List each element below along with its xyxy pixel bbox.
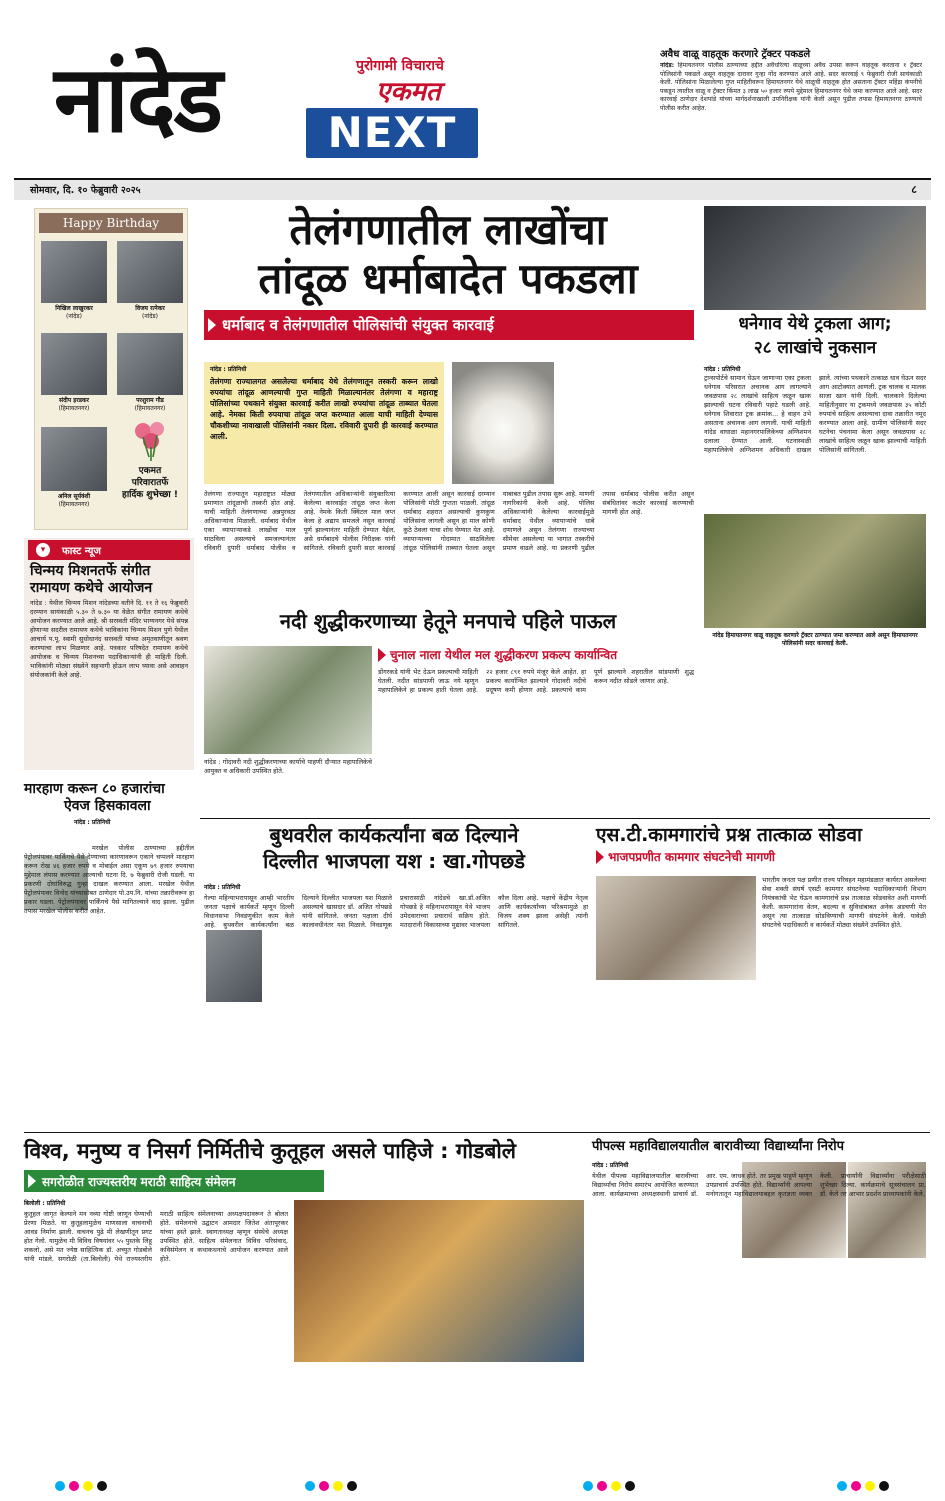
robbery-headline: ऐवज हिसकावला <box>64 797 151 814</box>
birthday-place: (नांदेड) <box>142 313 158 320</box>
river-subheadline: चुनाल नाला येथील मल शुद्धीकरण प्रकल्प कार्यान्वित <box>390 648 618 662</box>
river-caption: नांदेड : गोदावरी नदी शुद्धीकरणाच्या कार्याचे पाहणी दौऱ्यात महापालिकेचे आयुक्त व अधिकारी उपस्थित होते. <box>204 758 372 775</box>
top-right-dateline: नांदेड: <box>660 62 675 69</box>
robbery-body: मरखेल पोलीस ठाण्याच्या हद्दीतील पेट्रोलपंपावर पार्किंगचे पैसे देण्याच्या कारणावरून एकाने चप्पलने मारहाण करून रोख ४६ हजार रुपये व मोबाईल असा एकूण ७९ हजार रुपयाचा मुद्देमाल लंपास करण्यात आल्याची घटना दि. ७ फेब्रुवारी रोजी घडली. या प्रकरणी दोघांविरुद्ध गुन्हा दाखल करण्यात आला. मरखेल येथील पेट्रोलपंपावर विनोद यांच्यासोबत ठाणेदार पो.उप.नि. यांच्या तक्रारीवरून हा प्रकार घडला. पेट्रोलपंपावर पार्किंगचे पैसे मागितल्याने वाद झाला. पुढील तपास मरखेल पोलीस करीत आहेत. <box>24 844 194 915</box>
fire-body: ट्रान्सपोर्टचे सामान घेऊन जाणाऱ्या एका ट्रकला धनेगाव परिसरात अचानक आग लागल्याने जवळपास २८ लाखांचे साहित्य जळून खाक झाल्याची घटना रविवारी पहाटे घडली आहे. धनेगाव शिवारात ट्रक क्रमांक... हे वाहन उभे असताना अचानक आग लागली. याची माहिती नांदेड वाघाळा महानगरपालिकेच्या अग्निशमन दलाला देण्यात आली. घटनास्थळी महापालिकेचे अग्निशमन अधिकारी दाखल झाले. त्यांच्या पथकाने तत्काळ धाव घेऊन सदर आग आटोक्यात आणली. ट्रक चालक व मालक साजा खान यांनी दिली. चालकाने दिलेल्या माहितीनुसार या ट्रकमध्ये जवळपास ३५ कोटी रुपयांचे साहित्य असल्याचा दावा तक्रारीत नमूद करण्यात आला आहे. ग्रामीण पोलिसांनी सदर घटनेचा पंचनामा केला असून जवळपास २८ लाखांचे साहित्य जळून खाक झाल्याची माहिती पोलिसांनी सांगितली. <box>704 374 926 454</box>
flower-icon <box>127 417 173 461</box>
wish-line: परिवारातर्फे <box>131 478 169 488</box>
registration-marks <box>0 1478 945 1494</box>
fast-news-box <box>24 538 194 770</box>
top-right-body: हिमायतनगर पोलीस ठाण्याच्या हद्दीत अवैधरित्या वाळूच्या अवैध उपसा करून वाहतूक करताना १ ट्रॅक्टर पोलिसांनी पकडले असून वाहतूक दारावर गुन्हा नोंद करण्यात आले आहे. सदर कारवाई ९ फेब्रुवारी रोजी सायंकाळी केली. पोलिसांना मिळालेल्या गुप्त माहितीवरून हिमायतनगर येथे वाळूची वाहतूक होत असताना ट्रॅक्टर महिंद्रा कंपनीचे पकडून त्यातील वाळू व ट्रॅक्टर किंमत ३ लाख ५० हजार रुपये मुद्देमाल हिमायतनगर येथे जमा करण्यात आले आहे. सदर कारवाई ठाणेदार देशपांडे यांच्या मार्गदर्शनाखाली उपनिरीक्षक यांनी केली असून पुढील तपास हिमायतनगर ठाण्याचे पोलीस करीत आहेत. <box>660 62 922 112</box>
wish-line: एकमत <box>138 466 162 476</box>
st-body: भारतीय जनता पक्ष प्रणीत राज्य परिवहन महामंडळात कार्यरत असलेल्या सेवा शक्ती संघर्ष एसटी कामगार संघटनेच्या पदाधिकाऱ्यांनी विभाग नियंत्रकांची भेट घेऊन कामगारांचे प्रश्न तात्काळ सोडवावेत अशी मागणी केली. कामगारांना वेतन, बदल्या व सुविधांबाबत अनेक अडचणी येत असून त्या तात्काळ सोडविण्याची मागणी संघटनेने केली. यावेळी संघटनेचे पदाधिकारी व कार्यकर्ते मोठ्या संख्येने उपस्थित होते. <box>762 876 926 929</box>
st-subheadline-bar <box>596 848 926 866</box>
literature-body: कुतूहल जागृत केल्याने मन नव्या गोष्टी जाणून घेण्याची प्रेरणा मिळते. या कुतूहलामुळेच माणसाला वाचनाची आवड निर्माण झाली. वाचनच पुढे मी लेखणीतून प्रगट होत गेलो. यामुळेच मी विविध विषयांवर ५५ पुस्तके लिहू शकलो, असे मत ज्येष्ठ साहित्यिक डॉ. अच्युत गोडबोले यांनी मांडले. सगरोळी (ता.बिलोली) येथे राज्यस्तरीय मराठी साहित्य संमेलनाच्या अध्यक्षपदावरून ते बोलत होते. संमेलनाचे उद्घाटन आमदार जितेश अंतापूरकर यांच्या हस्ते झाले. स्वागताध्यक्ष म्हणून संस्थेचे अध्यक्ष उपस्थित होते. साहित्य संमेलनात विविध परिसंवाद, कविसंमेलन व कथाकथनाचे आयोजन करण्यात आले होते. <box>24 1210 288 1263</box>
lead-subheadline: धर्माबाद व तेलंगणातील पोलिसांची संयुक्त कारवाई <box>222 316 494 334</box>
next-logo <box>306 108 478 158</box>
college-dateline: नांदेड : प्रतिनिधी <box>592 1162 629 1169</box>
lead-body: तेलंगणा राज्यातून महाराष्ट्रात मोठ्या प्रमाणात तांदूळाची तस्करी होत आहे. याची माहिती तेलंगणाच्या अन्नपुरवठा अधिकाऱ्यांना मिळाली. धर्माबाद येथील एका व्यापाऱ्याकडे लाखोंचा माल साठविला असल्याचे समजल्यानंतर रविवारी दुपारी धर्माबाद पोलीस व तेलंगणातील अधिकाऱ्यांनी संयुक्तरित्या केलेल्या कारवाईत तांदूळ जप्त केला आहे. नेमके किती क्विंटल माल जप्त केला हे अद्याप समजले नसून कारवाई पूर्ण झाल्यानंतर माहिती देण्यात येईल, असे धर्माबादचे पोलीस निरीक्षक यांनी सांगितले. रविवारी दुपारी सदर कारवाई करण्यात आली असून कारवाई दरम्यान पोलिसांनी मोठी गुप्तता पाळली. तांदूळ धर्माबाद शहरात असल्याची कुणकुण पोलिसांना लागली असून हा माल कोणी कुठे ठेवला याचा शोध घेण्यात येत आहे. व्यापाऱ्याच्या गोदामात साठविलेला तांदूळ पोलिसांनी ताब्यात घेतला असून याबाबत पुढील तपास सुरू आहे. माणगी नागरिकांनी केली आहे. पोलिस अधिकाऱ्यांनी केलेल्या कारवाईमुळे धर्माबाद येथील व्यापाऱ्यांचे धाबे दणाणले असून तेलंगणा राज्याच्या सीमेवर असलेल्या या भागात तस्करीचे प्रमाण वाढले आहे. या प्रकरणी पुढील तपास धर्माबाद पोलीस करीत असून संबंधितांवर कठोर कारवाई करण्याची मागणी होत आहे. <box>204 490 694 552</box>
birthday-name: अनिल सूर्यवंशी <box>57 493 91 500</box>
page-number: ८ <box>911 183 917 196</box>
fast-news-headline: चिन्मय मिशनतर्फे संगीत <box>30 563 151 579</box>
fast-news-label: फास्ट न्यूज <box>62 546 101 557</box>
st-article <box>596 822 926 1132</box>
birthday-name: परशुराम गौड <box>136 397 164 404</box>
river-subheadline-bar <box>378 646 694 664</box>
fast-news-label-bar <box>28 540 190 560</box>
bjp-article <box>200 822 588 1132</box>
river-article <box>200 608 696 814</box>
literature-headline: विश्व, मनुष्य व निसर्ग निर्मितीचे कुतूहल असले पाहिजे : गोडबोले <box>24 1139 517 1163</box>
arrow-icon <box>596 850 604 864</box>
college-body: येथील पीपल्स महाविद्यालयातील बारावीच्या विद्यार्थ्यांचा निरोप समारंभ आयोजित करण्यात आला. कार्यक्रमाच्या अध्यक्षस्थानी प्राचार्य डॉ. आर. एम. जाधव होते. तर प्रमुख पाहुणे म्हणून उपप्राचार्य उपस्थित होते. विद्यार्थ्यांनी आपल्या मनोगतातून महाविद्यालयाबद्दल कृतज्ञता व्यक्त केली. प्राचार्यांनी विद्यार्थ्यांना परीक्षेसाठी शुभेच्छा दिल्या. कार्यक्रमाचे सूत्रसंचालन प्रा. डॉ. केले तर आभार प्रदर्शन प्राध्यापकांनी केले. <box>592 1172 926 1198</box>
next-logo-text: NEXT <box>327 108 457 157</box>
st-headline: एस.टी.कामगारांचे प्रश्न तात्काळ सोडवा <box>596 824 862 846</box>
fire-dateline: नांदेड : प्रतिनिधी <box>704 366 741 373</box>
lead-intro-box <box>204 362 444 484</box>
fire-headline: धनेगाव येथे ट्रकला आग; <box>738 314 892 334</box>
divider <box>200 818 930 819</box>
issue-date: सोमवार, दि. १० फेब्रुवारी २०२५ <box>30 185 141 196</box>
arrow-icon <box>208 318 216 332</box>
st-photo <box>596 876 756 980</box>
avatar <box>41 333 107 395</box>
brand-logo: एकमत <box>376 77 441 107</box>
top-right-headline: अवैध वाळू वाहतूक करणारे ट्रॅक्टर पकडले <box>660 49 811 60</box>
birthday-title: Happy Birthday <box>39 213 183 233</box>
fire-photo <box>704 206 926 310</box>
lead-intro: तेलंगणा राज्यालगत असलेल्या धर्माबाद येथे तेलंगणातून तस्करी करून लाखो रुपयांचा तांदूळ आणल्याची गुप्त माहिती मिळाल्यानंतर तेलंगणा व महाराष्ट्र पोलिसांच्या पथकाने संयुक्त कारवाई करीत लाखो रुपयांचा तांदूळ ताब्यात घेतला आहे. नेमका किती रुपयाचा तांदूळ जप्त करण्यात आला याची माहिती देण्यास चौकशीच्या नावाखाली पोलिसांनी नकार दिला. रविवारी दुपारी ही कारवाई करण्यात आली. <box>210 377 438 441</box>
fire-article <box>704 206 926 508</box>
top-right-article <box>660 48 922 170</box>
birthday-place: (हिमायतनगर) <box>134 405 166 412</box>
literature-dateline: बिलोली : प्रतिनिधी <box>24 1200 66 1207</box>
lead-headline: तांदूळ धर्माबादेत पकडला <box>258 254 638 303</box>
fast-news-body: नांदेड : येथील चिन्मय मिशन नांदेडच्या वतीने दि. ११ ते १६ फेब्रुवारी दरम्यान सायंकाळी ५.३० ते ७.३० या वेळेत संगीत रामायण कथेचे आयोजन करण्यात आले आहे. श्री सरस्वती मंदिर भाग्यनगर येथे संपन्न होणाऱ्या सदरील रामायण कथेचे भाविकांना चिन्मय मिशन पुणे येथील आचार्य प.पू. स्वामी सुधोधानंद सरस्वती यांच्या अमृतवाणीतून श्रवण करण्याचा लाभ मिळणार आहे. पत्रकार परिषदेत रामायण कथेचे आयोजक व चिन्मय मिशनच्या पदाधिकाऱ्यांनी ही माहिती दिली. भाविकांनी मोठ्या संख्येने सहभागी होऊन लाभ घ्यावा असे आवाहन संयोजकांनी केले आहे. <box>30 599 188 680</box>
masthead-title: नांदेड <box>54 46 221 153</box>
arrow-icon <box>28 1174 36 1188</box>
birthday-name: निखिल लाखुरकर <box>55 305 93 312</box>
literature-subheadline: सगरोळीत राज्यस्तरीय मराठी साहित्य संमेलन <box>42 1175 236 1189</box>
bjp-dateline: नांदेड : प्रतिनिधी <box>204 884 241 891</box>
literature-article <box>24 1136 584 1466</box>
birthday-name: संदीप इरडकर <box>59 397 89 404</box>
college-article <box>592 1136 926 1466</box>
birthday-place: (नांदेड) <box>66 313 82 320</box>
avatar <box>117 241 183 303</box>
date-bar <box>14 180 931 200</box>
fire-headline: २८ लाखांचे नुकसान <box>753 338 877 358</box>
robbery-article <box>24 782 194 1094</box>
bjp-headline: दिल्लीत भाजपला यश : खा.गोपछडे <box>263 849 525 873</box>
divider <box>24 1132 930 1133</box>
birthday-box <box>34 208 188 530</box>
lead-subheadline-bar <box>204 310 694 340</box>
st-subheadline: भाजपप्रणीत कामगार संघटनेची मागणी <box>608 850 775 864</box>
birthday-place: (हिमायतनगर) <box>58 405 90 412</box>
wish-line: हार्दिक शुभेच्छा ! <box>122 490 178 500</box>
tractor-photo <box>704 514 926 628</box>
river-photo <box>204 646 372 754</box>
literature-subheadline-bar <box>24 1170 324 1192</box>
rice-photo <box>452 362 554 484</box>
tractor-caption: नांदेड हिमायतनगर वाळू वाहतूक करणारे ट्रॅक्टर ठाण्यात जमा करण्यात आले असून हिमायतनगर पोलिसांनी सदर कारवाई केली. <box>712 632 918 647</box>
avatar <box>41 427 107 491</box>
lead-dateline: नांदेड : प्रतिनिधी <box>210 366 247 373</box>
literature-photo <box>294 1200 584 1362</box>
river-body: डोंगरकडे यांनी भेट देऊन प्रकल्पाची माहिती घेतली. नदीत सांडपाणी जाऊ नये म्हणून महापालिकेने हा प्रकल्प हाती घेतला आहे. २२ हजार ८९१ रुपये मंजूर केले आहेत. हा प्रकल्प कार्यान्वित झाल्याने गोदावरी नदीचे प्रदूषण कमी होणार आहे. प्रकल्पाचे काम पूर्ण झाल्याने शहरातील सांडपाणी शुद्ध करून नदीत सोडले जाणार आहे. <box>378 668 694 694</box>
avatar <box>41 241 107 303</box>
bjp-body: गेल्या महिन्याभरापासून आम्ही भारतीय जनता पक्षाचे कार्यकर्ते म्हणून दिल्ली विधानसभा निवडणुकीत काम केले आहे. बुथवरील कार्यकर्त्यांना बळ दिल्याने दिल्लीत भाजपला यश मिळाले असल्याचे खासदार डॉ. अजित गोपछडे यांनी सांगितले. जनता पक्षाला दीर्घ कालावधीनंतर यश मिळाले. निवडणूक प्रचारासाठी नांदेडचे खा.डॉ.अजित गोपछडे हे महिनाभरापासून येथे भाजप उमेदवाराच्या प्रचारार्थ सक्रिय होते. मतदारांनी विकासाच्या मुद्यावर भाजपला कौल दिला आहे. पक्षाचे केंद्रीय नेतृत्व आणि कार्यकर्त्यांच्या परिश्रमामुळे हा विजय शक्य झाला असेही त्यांनी सांगितले. <box>204 894 588 929</box>
river-headline: नदी शुद्धीकरणाच्या हेतूने मनपाचे पहिले पाऊल <box>279 609 617 633</box>
bjp-headline: बुथवरील कार्यकर्त्यांना बळ दिल्याने <box>269 823 519 847</box>
arrow-icon <box>378 648 386 662</box>
avatar <box>117 333 183 395</box>
lead-headline: तेलंगणातील लाखोंचा <box>289 205 607 254</box>
robbery-headline: मारहाण करून ८० हजारांचा <box>24 781 165 797</box>
chevron-down-icon: ▾ <box>36 543 50 557</box>
birthday-name: विजय रत्नेकर <box>135 305 165 312</box>
brand-tagline: पुरोगामी विचाराचे <box>356 58 444 74</box>
robbery-dateline: नांदेड : प्रतिनिधी <box>74 819 111 827</box>
fast-news-headline: रामायण कथेचे आयोजन <box>30 579 153 596</box>
college-headline: पीपल्स महाविद्यालयातील बारावीच्या विद्यार्थ्यांना निरोप <box>592 1139 844 1154</box>
birthday-place: (हिमायतनगर) <box>58 501 90 508</box>
lead-story <box>200 206 696 604</box>
